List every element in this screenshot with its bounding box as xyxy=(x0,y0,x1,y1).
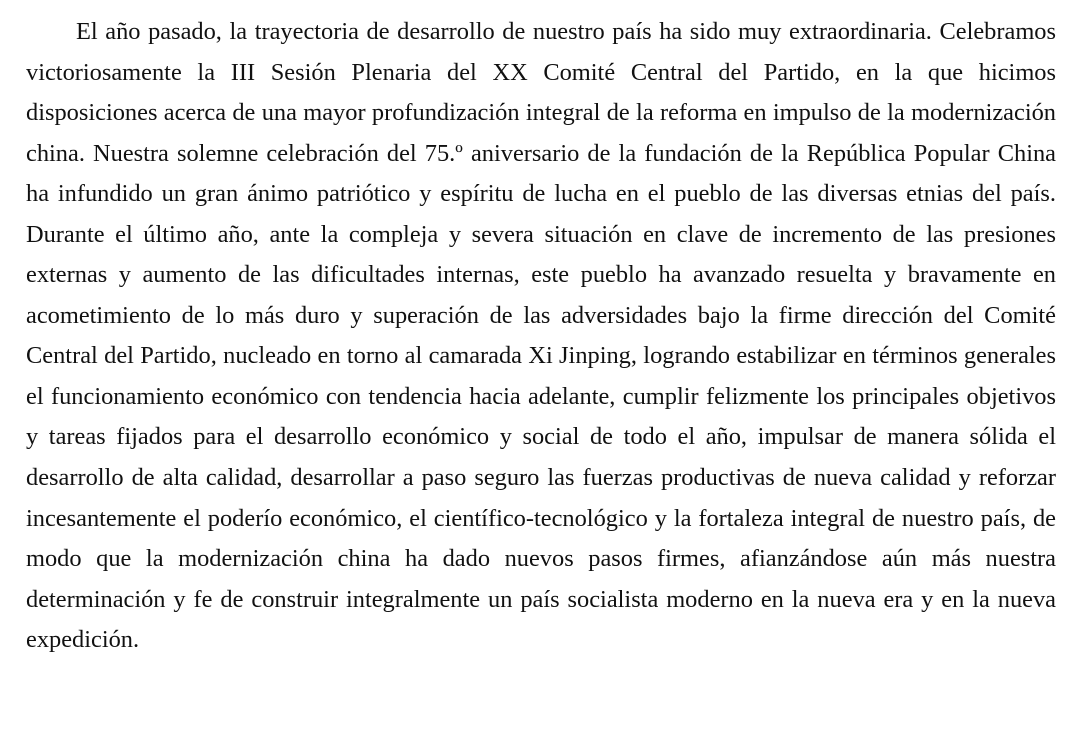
document-page xyxy=(26,12,1056,736)
body-paragraph: El año pasado, la trayectoria de desarrollo de nuestro país ha sido muy extraordinaria. Celebramos victoriosamente la III Sesión Plenaria del XX Comité Central del Partido, en la que hicimos disposiciones acerca de una mayor profundización integral de la reforma en impulso de la modernización china. Nuestra solemne celebración del 75.º aniversario de la fundación de la República Popular China ha infundido un gran ánimo patriótico y espíritu de lucha en el pueblo de las diversas etnias del país. Durante el último año, ante la compleja y severa situación en clave de incremento de las presiones externas y aumento de las dificultades internas, este pueblo ha avanzado resuelta y bravamente en acometimiento de lo más duro y superación de las adversidades bajo la firme dirección del Comité Central del Partido, nucleado en torno al camarada Xi Jinping, logrando estabilizar en términos generales el funcionamiento económico con tendencia hacia adelante, cumplir felizmente los principales objetivos y tareas fijados para el desarrollo económico y social de todo el año, impulsar de manera sólida el desarrollo de alta calidad, desarrollar a paso seguro las fuerzas productivas de nueva calidad y reforzar incesantemente el poderío económico, el científico-tecnológico y la fortaleza integral de nuestro país, de modo que la modernización china ha dado nuevos pasos firmes, afianzándose aún más nuestra determinación y fe de construir integralmente un país socialista moderno en la nueva era y en la nueva expedición. xyxy=(26,18,1056,654)
